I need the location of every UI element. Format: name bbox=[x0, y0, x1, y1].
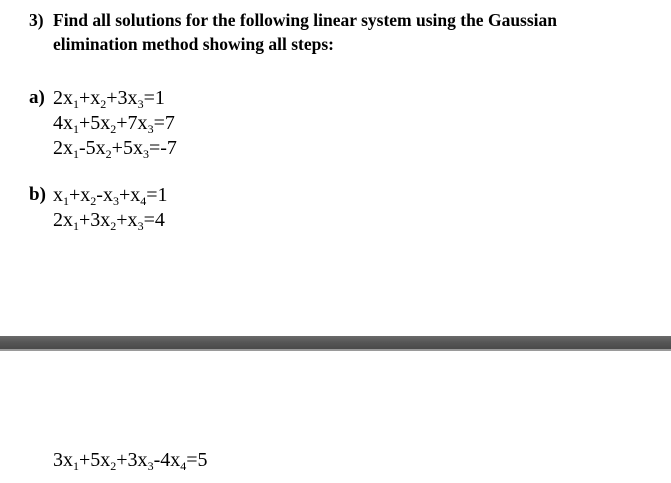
equation-term: +5x bbox=[79, 449, 111, 471]
variable-subscript: 2 bbox=[110, 122, 117, 136]
variable-subscript: 1 bbox=[73, 459, 79, 473]
variable-subscript: 3 bbox=[137, 219, 144, 233]
page-divider-shadow bbox=[0, 349, 671, 351]
variable-subscript: 1 bbox=[73, 147, 79, 161]
equation-term: =4 bbox=[143, 209, 165, 231]
page-divider bbox=[0, 336, 671, 349]
variable-subscript: 3 bbox=[147, 122, 154, 136]
equation-term: =7 bbox=[153, 112, 175, 134]
variable-subscript: 3 bbox=[137, 97, 144, 111]
problem-line-2: elimination method showing all steps: bbox=[53, 34, 334, 54]
equation-term: =1 bbox=[143, 87, 165, 109]
part-b-equation-2 bbox=[53, 208, 165, 232]
variable-subscript: 2 bbox=[110, 219, 117, 233]
variable-subscript: 1 bbox=[73, 219, 79, 233]
equation-term: 2x bbox=[53, 87, 73, 109]
variable-subscript: 2 bbox=[105, 147, 112, 161]
variable-subscript: 3 bbox=[142, 147, 149, 161]
equation-term: 4x bbox=[53, 112, 73, 134]
equation-term: +x bbox=[118, 184, 141, 206]
problem-text-1: Find all solutions for the following linear system using the Gaussian bbox=[53, 10, 558, 30]
variable-subscript: 1 bbox=[73, 97, 79, 111]
equation-term: +x bbox=[79, 87, 101, 109]
problem-statement bbox=[29, 8, 659, 56]
equation-term: -5x bbox=[79, 137, 106, 159]
equation-term: x bbox=[53, 184, 63, 206]
equation-term: +x bbox=[69, 184, 91, 206]
equation-term: 3x bbox=[53, 449, 73, 471]
variable-subscript: 3 bbox=[147, 459, 154, 473]
part-a-equation-3 bbox=[53, 136, 177, 160]
equation-term: 2x bbox=[53, 209, 73, 231]
equation-term: =-7 bbox=[148, 137, 177, 159]
variable-subscript: 1 bbox=[73, 122, 79, 136]
equation-term: =5 bbox=[186, 449, 208, 471]
part-b-label: b) bbox=[29, 184, 46, 205]
equation-term: +3x bbox=[116, 449, 148, 471]
part-b-equation-1 bbox=[53, 183, 168, 207]
equation-term: +5x bbox=[79, 112, 111, 134]
part-a-label: a) bbox=[29, 87, 45, 108]
equation-term: -4x bbox=[153, 449, 181, 471]
equation-term: +5x bbox=[111, 137, 143, 159]
part-a-equation-2 bbox=[53, 111, 175, 135]
variable-subscript: 2 bbox=[110, 459, 117, 473]
equation-term: -x bbox=[96, 184, 113, 206]
part-a-equation-1 bbox=[53, 86, 165, 110]
variable-subscript: 4 bbox=[180, 459, 187, 473]
variable-subscript: 2 bbox=[90, 194, 97, 208]
variable-subscript: 3 bbox=[112, 194, 119, 208]
equation-term: +3x bbox=[106, 87, 138, 109]
variable-subscript: 4 bbox=[140, 194, 147, 208]
variable-subscript: 2 bbox=[100, 97, 107, 111]
equation-term: =1 bbox=[146, 184, 168, 206]
equation-term: +7x bbox=[116, 112, 148, 134]
problem-number: 3) bbox=[29, 10, 44, 30]
equation-term: 2x bbox=[53, 137, 73, 159]
part-b-equation-3 bbox=[53, 448, 208, 472]
equation-term: +x bbox=[116, 209, 138, 231]
variable-subscript: 1 bbox=[63, 194, 69, 208]
problem-line-1 bbox=[29, 8, 659, 32]
equation-term: +3x bbox=[79, 209, 111, 231]
